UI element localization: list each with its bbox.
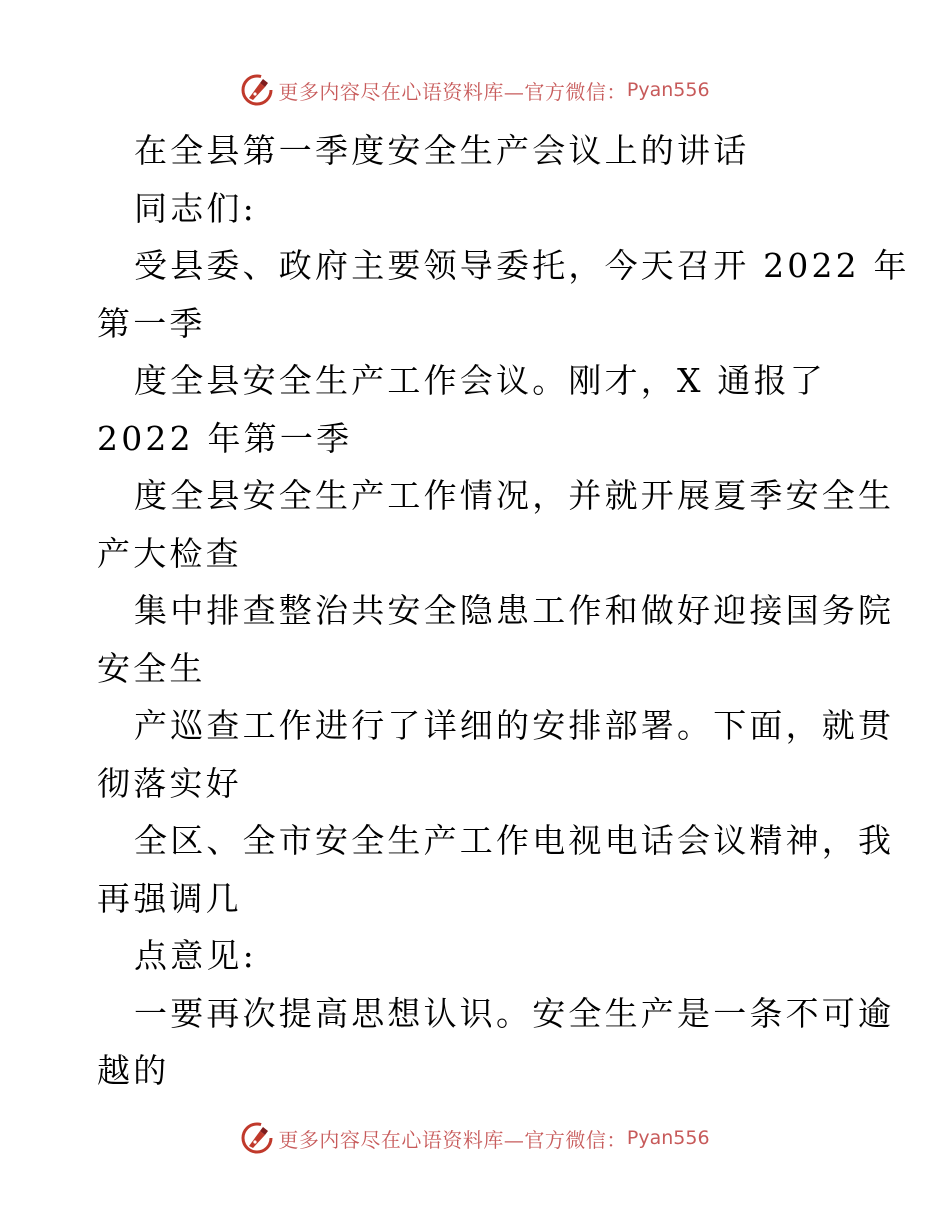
- watermark-wechat-id: Pyan556: [626, 1127, 710, 1149]
- document-line: 越的: [97, 1051, 170, 1090]
- document-line: 受县委、政府主要领导委托，今天召开 2022 年: [134, 246, 910, 285]
- watermark-text: 更多内容尽在心语资料库—官方微信：: [278, 1127, 627, 1152]
- document-line: 度全县安全生产工作会议。刚才，X 通报了: [134, 361, 826, 400]
- document-line: 第一季: [97, 303, 206, 343]
- document-line: 同志们:: [134, 188, 257, 228]
- pen-nib-logo-icon: [240, 1121, 274, 1155]
- document-line: 全区、全市安全生产工作电视电话会议精神，我: [134, 821, 895, 860]
- watermark-wechat-id: Pyan556: [626, 79, 710, 101]
- document-line: 在全县第一季度安全生产会议上的讲话: [134, 131, 750, 170]
- document-line: 产巡查工作进行了详细的安排部署。下面，就贯: [134, 706, 895, 745]
- watermark-text: 更多内容尽在心语资料库—官方微信：: [278, 79, 627, 104]
- document-line: 产大检查: [97, 533, 242, 573]
- document-line: 集中排查整治共安全隐患工作和做好迎接国务院: [134, 591, 895, 630]
- document-line: 安全生: [97, 648, 206, 688]
- document-line: 一要再次提高思想认识。安全生产是一条不可逾: [134, 993, 895, 1033]
- footer-watermark: [0, 1120, 950, 1156]
- document-line: 2022 年第一季: [97, 418, 353, 458]
- document-line: 点意见:: [134, 936, 257, 975]
- document-line: 再强调几: [97, 878, 242, 918]
- pen-nib-logo-icon: [240, 73, 274, 107]
- header-watermark: [0, 72, 950, 108]
- document-line: 度全县安全生产工作情况，并就开展夏季安全生: [134, 476, 895, 515]
- document-body: [97, 122, 910, 1100]
- document-line: 彻落实好: [97, 763, 242, 803]
